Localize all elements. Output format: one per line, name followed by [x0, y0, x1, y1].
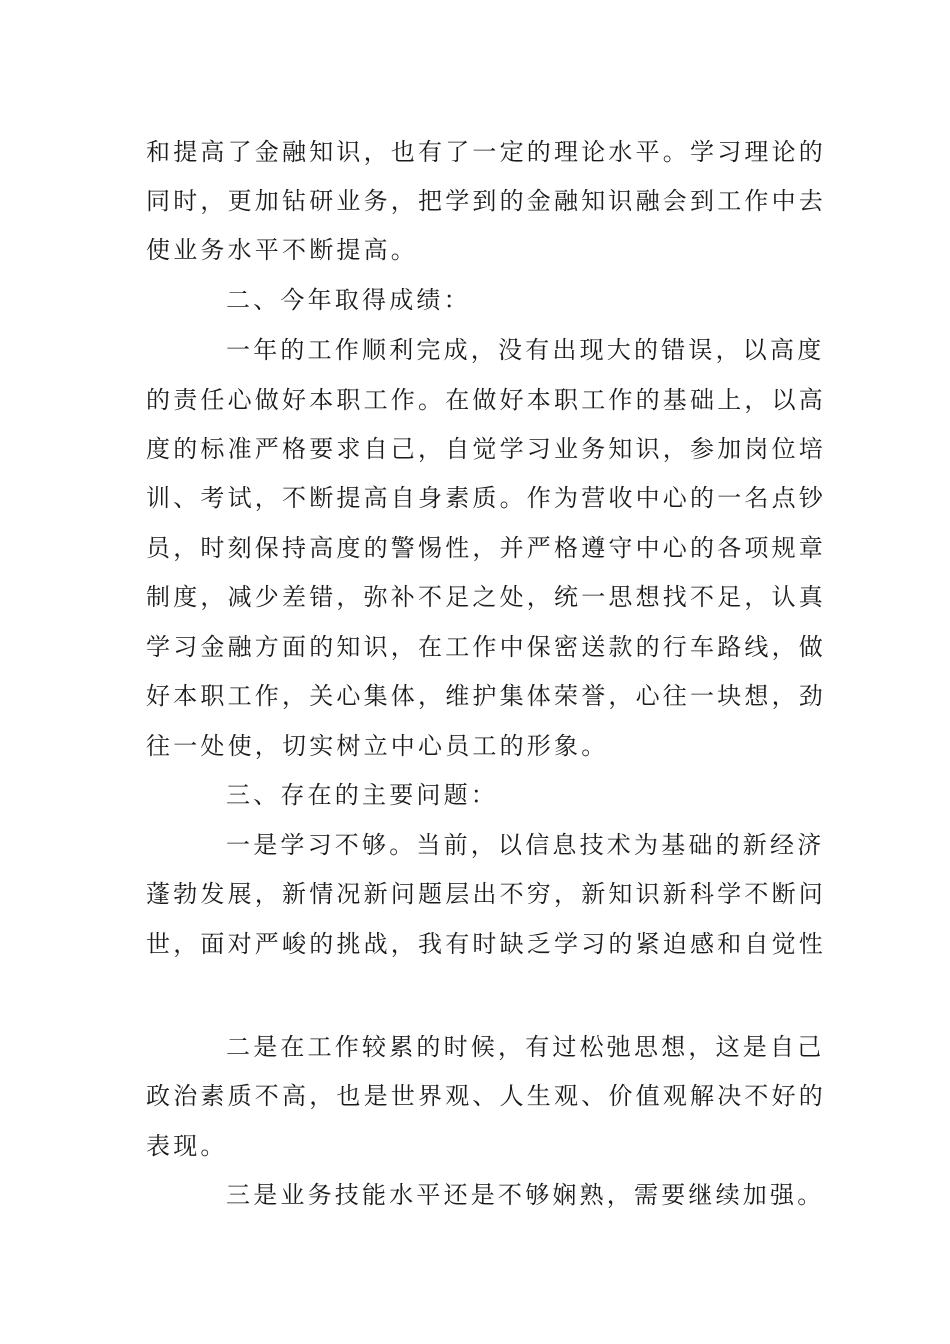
document-line: [146, 672, 826, 722]
paragraph-start-text: 二是在工作较累的时候，有过松弛思想，这是自己: [226, 1033, 825, 1061]
paragraph-text: 训、考试，不断提高自身素质。作为营收中心的一名点钞: [146, 484, 826, 512]
document-line: [146, 623, 826, 673]
paragraph-text: 往一处使，切实树立中心员工的形象。: [146, 732, 609, 760]
document-line: [146, 573, 826, 623]
document-line: [146, 326, 825, 376]
document-line: [146, 1122, 808, 1172]
paragraph-text: 和提高了金融知识，也有了一定的理论水平。学习理论的: [146, 138, 826, 166]
paragraph-text: 制度，减少差错，弥补不足之处，统一思想找不足，认真: [146, 583, 826, 611]
document-line: [146, 920, 826, 970]
paragraph-text: 使业务水平不断提高。: [146, 236, 418, 264]
paragraph-text: 同时，更加钻研业务，把学到的金融知识融会到工作中去: [146, 187, 826, 215]
document-line: [146, 226, 808, 276]
document-line: [146, 722, 808, 772]
paragraph-text: 蓬勃发展，新情况新问题层出不穷，新知识新科学不断问: [146, 880, 826, 908]
document-line: [146, 474, 826, 524]
paragraph-text: 度的标准严格要求自己，自觉学习业务知识，参加岗位培: [146, 435, 826, 463]
document-line: [146, 870, 826, 920]
paragraph-text: 学习金融方面的知识，在工作中保密送款的行车路线，做: [146, 633, 826, 661]
document-line: [146, 1023, 825, 1073]
paragraph-start-text: 一是学习不够。当前，以信息技术为基础的新经济: [226, 831, 825, 859]
document-line: [146, 425, 826, 475]
document-line: [146, 771, 808, 821]
document-line: [146, 1171, 825, 1221]
paragraph-start-text: 一年的工作顺利完成，没有出现大的错误，以高度: [226, 336, 825, 364]
paragraph-start-text: 二、今年取得成绩：: [226, 286, 471, 314]
document-line: [146, 524, 826, 574]
paragraph-text: 好本职工作，关心集体，维护集体荣誉，心往一块想，劲: [146, 682, 826, 710]
document-line: [146, 177, 826, 227]
paragraph-text: 表现。: [146, 1132, 228, 1160]
paragraph-text: 世，面对严峻的挑战，我有时缺乏学习的紧迫感和自觉性: [146, 930, 826, 958]
document-line: [146, 1072, 826, 1122]
document-line: [146, 128, 826, 178]
document-line: [146, 376, 826, 426]
paragraph-start-text: 三、存在的主要问题：: [226, 781, 498, 809]
paragraph-text: 员，时刻保持高度的警惕性，并严格遵守中心的各项规章: [146, 534, 826, 562]
paragraph-text: 的责任心做好本职工作。在做好本职工作的基础上，以高: [146, 386, 826, 414]
document-line: [146, 276, 808, 326]
paragraph-text: 政治素质不高，也是世界观、人生观、价值观解决不好的: [146, 1082, 826, 1110]
paragraph-start-text: 三是业务技能水平还是不够娴熟，需要继续加强。: [226, 1181, 825, 1209]
document-line: [146, 821, 825, 871]
